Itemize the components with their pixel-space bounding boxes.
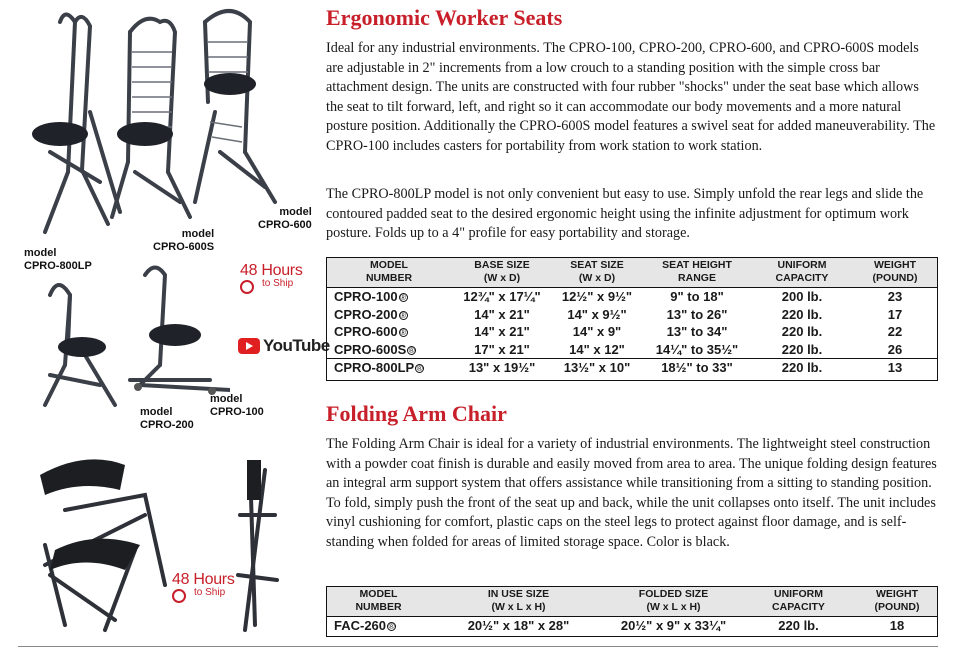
table-cell: 220 lb.	[752, 359, 852, 377]
registered-mark-icon: ®	[400, 328, 407, 338]
table-cell: 14" x 9½"	[567, 306, 627, 322]
model-number-cell: CPRO-200 ®	[334, 306, 407, 322]
section1-paragraph-1: Ideal for any industrial environments. The CPRO-100, CPRO-200, CPRO-600, and CPRO-600S models are adjustable in 2" increments from a low crouch to a standing position with the simple cross bar attachment design. The units are constructed with four rubber "shocks" under the seat base which allows the seat to tilt forward, left, and right so it can accommodate our body movements and a more natural posture position. Additionally the CPRO-600S model features a swivel seat for added maneuverability. The CPRO-100 includes casters for portability from work station to work station.	[326, 40, 936, 154]
label-cpro-600: model CPRO-600	[258, 206, 312, 231]
table-row	[326, 306, 938, 324]
table-cell: 14¼" to 35½"	[655, 341, 739, 357]
ship-badge-hours: 48 Hours	[172, 571, 235, 588]
table-row	[326, 323, 938, 341]
registered-mark-icon: ®	[400, 293, 407, 303]
table-cell: 220 lb.	[781, 341, 823, 357]
worker-seats-spec-table	[326, 257, 938, 377]
section1-paragraph-2: The CPRO-800LP model is not only convenient but easy to use. Simply unfold the rear legs and slide the contoured padded seat to the desired ergonomic height using the infinite adjustment for optimum work posture. Folds up to a 4" profile for easy portability and storage.	[326, 186, 924, 242]
table-cell: 13" to 26"	[666, 306, 728, 322]
ship-badge-sub: to Ship	[194, 587, 226, 598]
table-cell: 14" x 21"	[474, 324, 530, 339]
table-cell: 18½" to 33"	[642, 359, 752, 377]
table-cell: 13½" x 10"	[552, 359, 642, 377]
section-title-ergonomic-worker-seats: Ergonomic Worker Seats	[326, 5, 563, 30]
table-cell: 17" x 21"	[474, 341, 530, 357]
label-cpro-600s: model CPRO-600S	[153, 228, 215, 253]
column-header: WEIGHT (POUND)	[852, 257, 938, 288]
table-cell: 14" x 21"	[474, 306, 530, 322]
youtube-label: YouTube	[263, 336, 330, 355]
model-number-cell: CPRO-600 ®	[334, 324, 407, 339]
registered-mark-icon: ®	[416, 364, 423, 374]
table-cell: 220 lb.	[781, 306, 823, 322]
folding-chair-spec-table	[326, 586, 938, 635]
column-header: UNIFORM CAPACITY	[752, 257, 852, 288]
column-header: IN USE SIZE (W x L x H)	[431, 586, 606, 617]
column-header: MODEL NUMBER	[326, 586, 431, 617]
label-cpro-200: model CPRO-200	[140, 406, 194, 431]
table-cell: 13" x 19½"	[452, 359, 552, 377]
table-row	[326, 288, 938, 306]
column-header: BASE SIZE (W x D)	[452, 257, 552, 288]
table-cell: 18	[889, 618, 905, 633]
folding-arm-chair-photo	[25, 455, 295, 640]
clock-icon	[240, 280, 254, 294]
model-number-cell: CPRO-600S ®	[334, 341, 415, 357]
table-cell: 20½" x 9" x 33¼"	[620, 618, 727, 633]
ship-badge-hours: 48 Hours	[240, 262, 303, 279]
table-cell: 26	[887, 341, 903, 357]
registered-mark-icon: ®	[388, 622, 395, 632]
column-header: FOLDED SIZE (W x L x H)	[606, 586, 741, 617]
table-cell: 17	[887, 306, 903, 322]
table-cell: 220 lb.	[781, 324, 823, 339]
table-cell: 20½" x 18" x 28"	[467, 618, 570, 633]
youtube-link[interactable]	[238, 336, 330, 356]
model-number-cell: CPRO-100 ®	[334, 289, 407, 304]
ship-badge-48-hours	[240, 262, 303, 289]
table-header-row	[326, 257, 938, 288]
table-row	[326, 341, 938, 359]
ship-badge-48-hours-2	[172, 571, 235, 598]
table-row	[326, 359, 938, 377]
clock-icon	[172, 589, 186, 603]
table-cell: 13	[852, 359, 938, 377]
chair-photo-group-middle	[30, 255, 230, 410]
column-header: UNIFORM CAPACITY	[741, 586, 856, 617]
registered-mark-icon: ®	[408, 345, 415, 355]
registered-mark-icon: ®	[400, 310, 407, 320]
label-cpro-100: model CPRO-100	[210, 393, 264, 418]
section-title-folding-arm-chair: Folding Arm Chair	[326, 401, 507, 426]
table-header-row	[326, 586, 938, 617]
table-cell: 13" to 34"	[666, 324, 728, 339]
table-cell: 22	[887, 324, 903, 339]
section2-paragraph-1: The Folding Arm Chair is ideal for a variety of industrial environments. The lightweight steel construction with a powder coat finish is durable and easily moved from area to area. The unique folding design features an integral arm support system that offers assistance while transitioning from a sitting to standing position. To fold, simply push the front of the seat up and back, while the unit collapses onto itself. The unit includes vinyl cushioning for comfort, plastic caps on the steel legs to protect against floor damage, and is self-standing when folded for areas of limited storage space. Color is black.	[326, 436, 937, 550]
table-cell: 220 lb.	[778, 618, 819, 633]
table-cell: 9" to 18"	[670, 289, 724, 304]
table-cell: 200 lb.	[781, 289, 823, 304]
model-number-cell: CPRO-800LP ®	[326, 359, 452, 377]
table-row	[326, 617, 938, 635]
label-cpro-800lp: model CPRO-800LP	[24, 247, 92, 272]
model-number-cell: FAC-260 ®	[334, 618, 395, 633]
table-cell: 23	[887, 289, 903, 304]
table-cell: 12½" x 9½"	[561, 289, 633, 304]
column-header: MODEL NUMBER	[326, 257, 452, 288]
column-header: WEIGHT (POUND)	[856, 586, 938, 617]
product-photo-column	[0, 0, 330, 645]
column-header: SEAT SIZE (W x D)	[552, 257, 642, 288]
column-header: SEAT HEIGHT RANGE	[642, 257, 752, 288]
table-cell: 14" x 9"	[572, 324, 622, 339]
bottom-divider	[18, 646, 938, 647]
table-cell: 12¾" x 17¼"	[463, 289, 541, 304]
table-cell: 14" x 12"	[569, 341, 625, 357]
ship-badge-sub: to Ship	[262, 278, 294, 289]
youtube-play-icon	[238, 338, 260, 354]
